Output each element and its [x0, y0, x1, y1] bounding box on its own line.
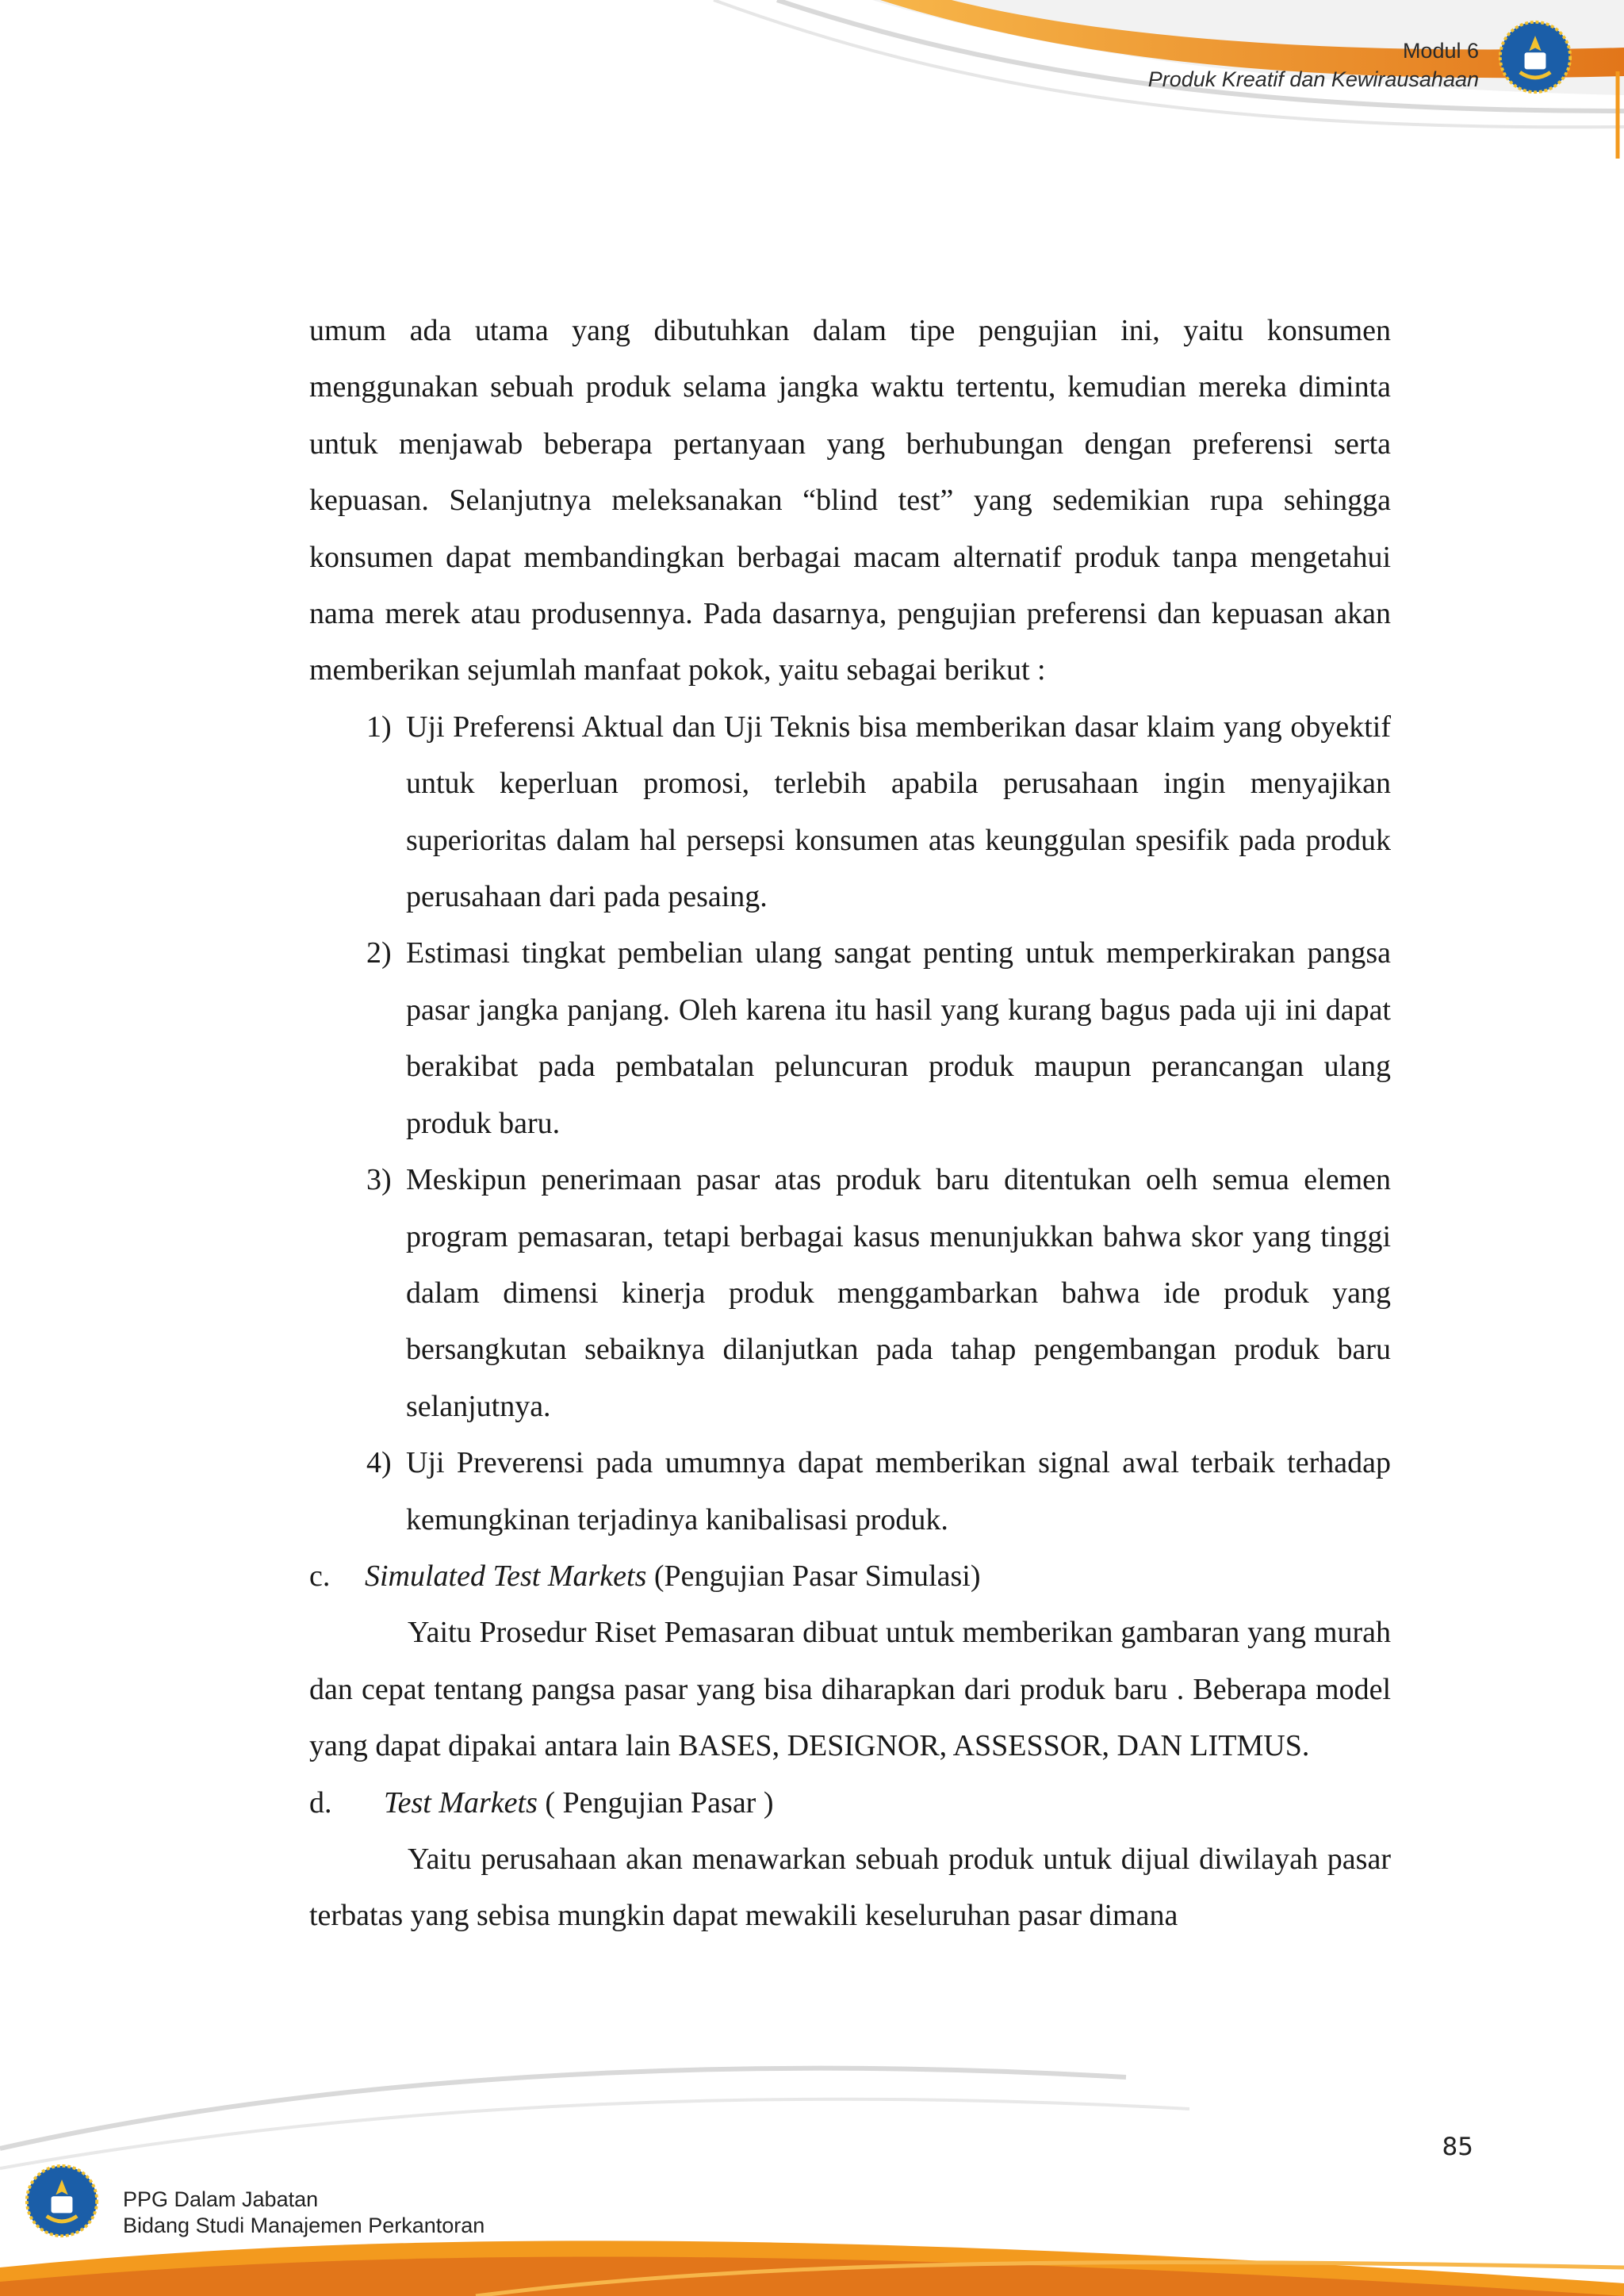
section-letter: d. — [309, 1785, 332, 1820]
list-number: 2) — [366, 936, 392, 970]
section-title-rest: (Pengujian Pasar Simulasi) — [646, 1559, 981, 1593]
section-d-paragraph: Yaitu perusahaan akan menawarkan sebuah produk untuk dijual diwilayah pasar terbatas yang sebisa mungkin dapat mewakili keseluruhan pasar dimana — [309, 1842, 1391, 1933]
footer-line-1: PPG Dalam Jabatan — [123, 2187, 319, 2211]
list-number: 3) — [366, 1163, 392, 1197]
module-subtitle: Produk Kreatif dan Kewirausahaan — [1147, 67, 1479, 91]
intro-paragraph: umum ada utama yang dibutuhkan dalam tipe pengujian ini, yaitu konsumen menggunakan sebuah produk selama jangka waktu tertentu, kemudian mereka diminta untuk menjawab beberapa pertanyaan yang berhubungan dengan preferensi serta kepuasan. Selanjutnya meleksanakan “blind test” yang sedemikian rupa sehingga konsumen dapat membandingkan berbagai macam alternatif produk tanpa mengetahui nama merek atau produsennya. Pada dasarnya, pengujian preferensi dan kepuasan akan memberikan sejumlah manfaat pokok, yaitu sebagai berikut : — [309, 314, 1391, 687]
list-item — [309, 1435, 1391, 1548]
footer-swoosh — [0, 2030, 1624, 2296]
list-text: Estimasi tingkat pembelian ulang sangat penting untuk memperkirakan pangsa pasar jangka panjang. Oleh karena itu hasil yang kurang bagus pada uji ini dapat berakibat pada pembatalan peluncuran produk maupun perancangan ulang produk baru. — [406, 936, 1391, 1140]
section-title-rest: ( Pengujian Pasar ) — [537, 1785, 774, 1820]
tut-wuri-handayani-logo-icon — [1497, 19, 1573, 95]
list-item — [309, 1152, 1391, 1435]
page-number: 85 — [1442, 2133, 1473, 2161]
section-letter: c. — [309, 1559, 331, 1593]
tut-wuri-handayani-logo-icon — [24, 2163, 100, 2239]
list-text: Uji Preverensi pada umumnya dapat memberikan signal awal terbaik terhadap kemungkinan terjadinya kanibalisasi produk. — [406, 1446, 1391, 1536]
body-content — [309, 303, 1391, 1945]
footer-line-2: Bidang Studi Manajemen Perkantoran — [123, 2214, 485, 2237]
module-label: Modul 6 — [1402, 39, 1479, 63]
header-title-block — [1148, 36, 1479, 94]
list-number: 1) — [366, 710, 392, 744]
footer-text-block — [123, 2187, 485, 2239]
benefit-list — [309, 699, 1391, 1548]
section-c-heading — [309, 1548, 1391, 1605]
section-d-heading — [309, 1775, 1391, 1831]
section-title-italic: Simulated Test Markets — [365, 1559, 647, 1593]
list-item — [309, 925, 1391, 1152]
list-item — [309, 699, 1391, 926]
list-text: Meskipun penerimaan pasar atas produk baru ditentukan oelh semua elemen program pemasaran, tetapi berbagai kasus menunjukkan bahwa skor yang tinggi dalam dimensi kinerja produk menggambarkan bahwa ide produk yang bersangkutan sebaiknya dilanjutkan pada tahap pengembangan produk baru selanjutnya. — [406, 1163, 1391, 1423]
section-c-paragraph: Yaitu Prosedur Riset Pemasaran dibuat untuk memberikan gambaran yang murah dan cepat tentang pangsa pasar yang bisa diharapkan dari produk baru . Beberapa model yang dapat dipakai antara lain BASES, DESIGNOR, ASSESSOR, DAN LITMUS. — [309, 1616, 1391, 1763]
section-title-italic: Test Markets — [384, 1785, 538, 1820]
list-number: 4) — [366, 1446, 392, 1480]
list-text: Uji Preferensi Aktual dan Uji Teknis bisa memberikan dasar klaim yang obyektif untuk keperluan promosi, terlebih apabila perusahaan ingin menyajikan superioritas dalam hal persepsi konsumen atas keunggulan spesifik pada produk perusahaan dari pada pesaing. — [406, 710, 1391, 914]
